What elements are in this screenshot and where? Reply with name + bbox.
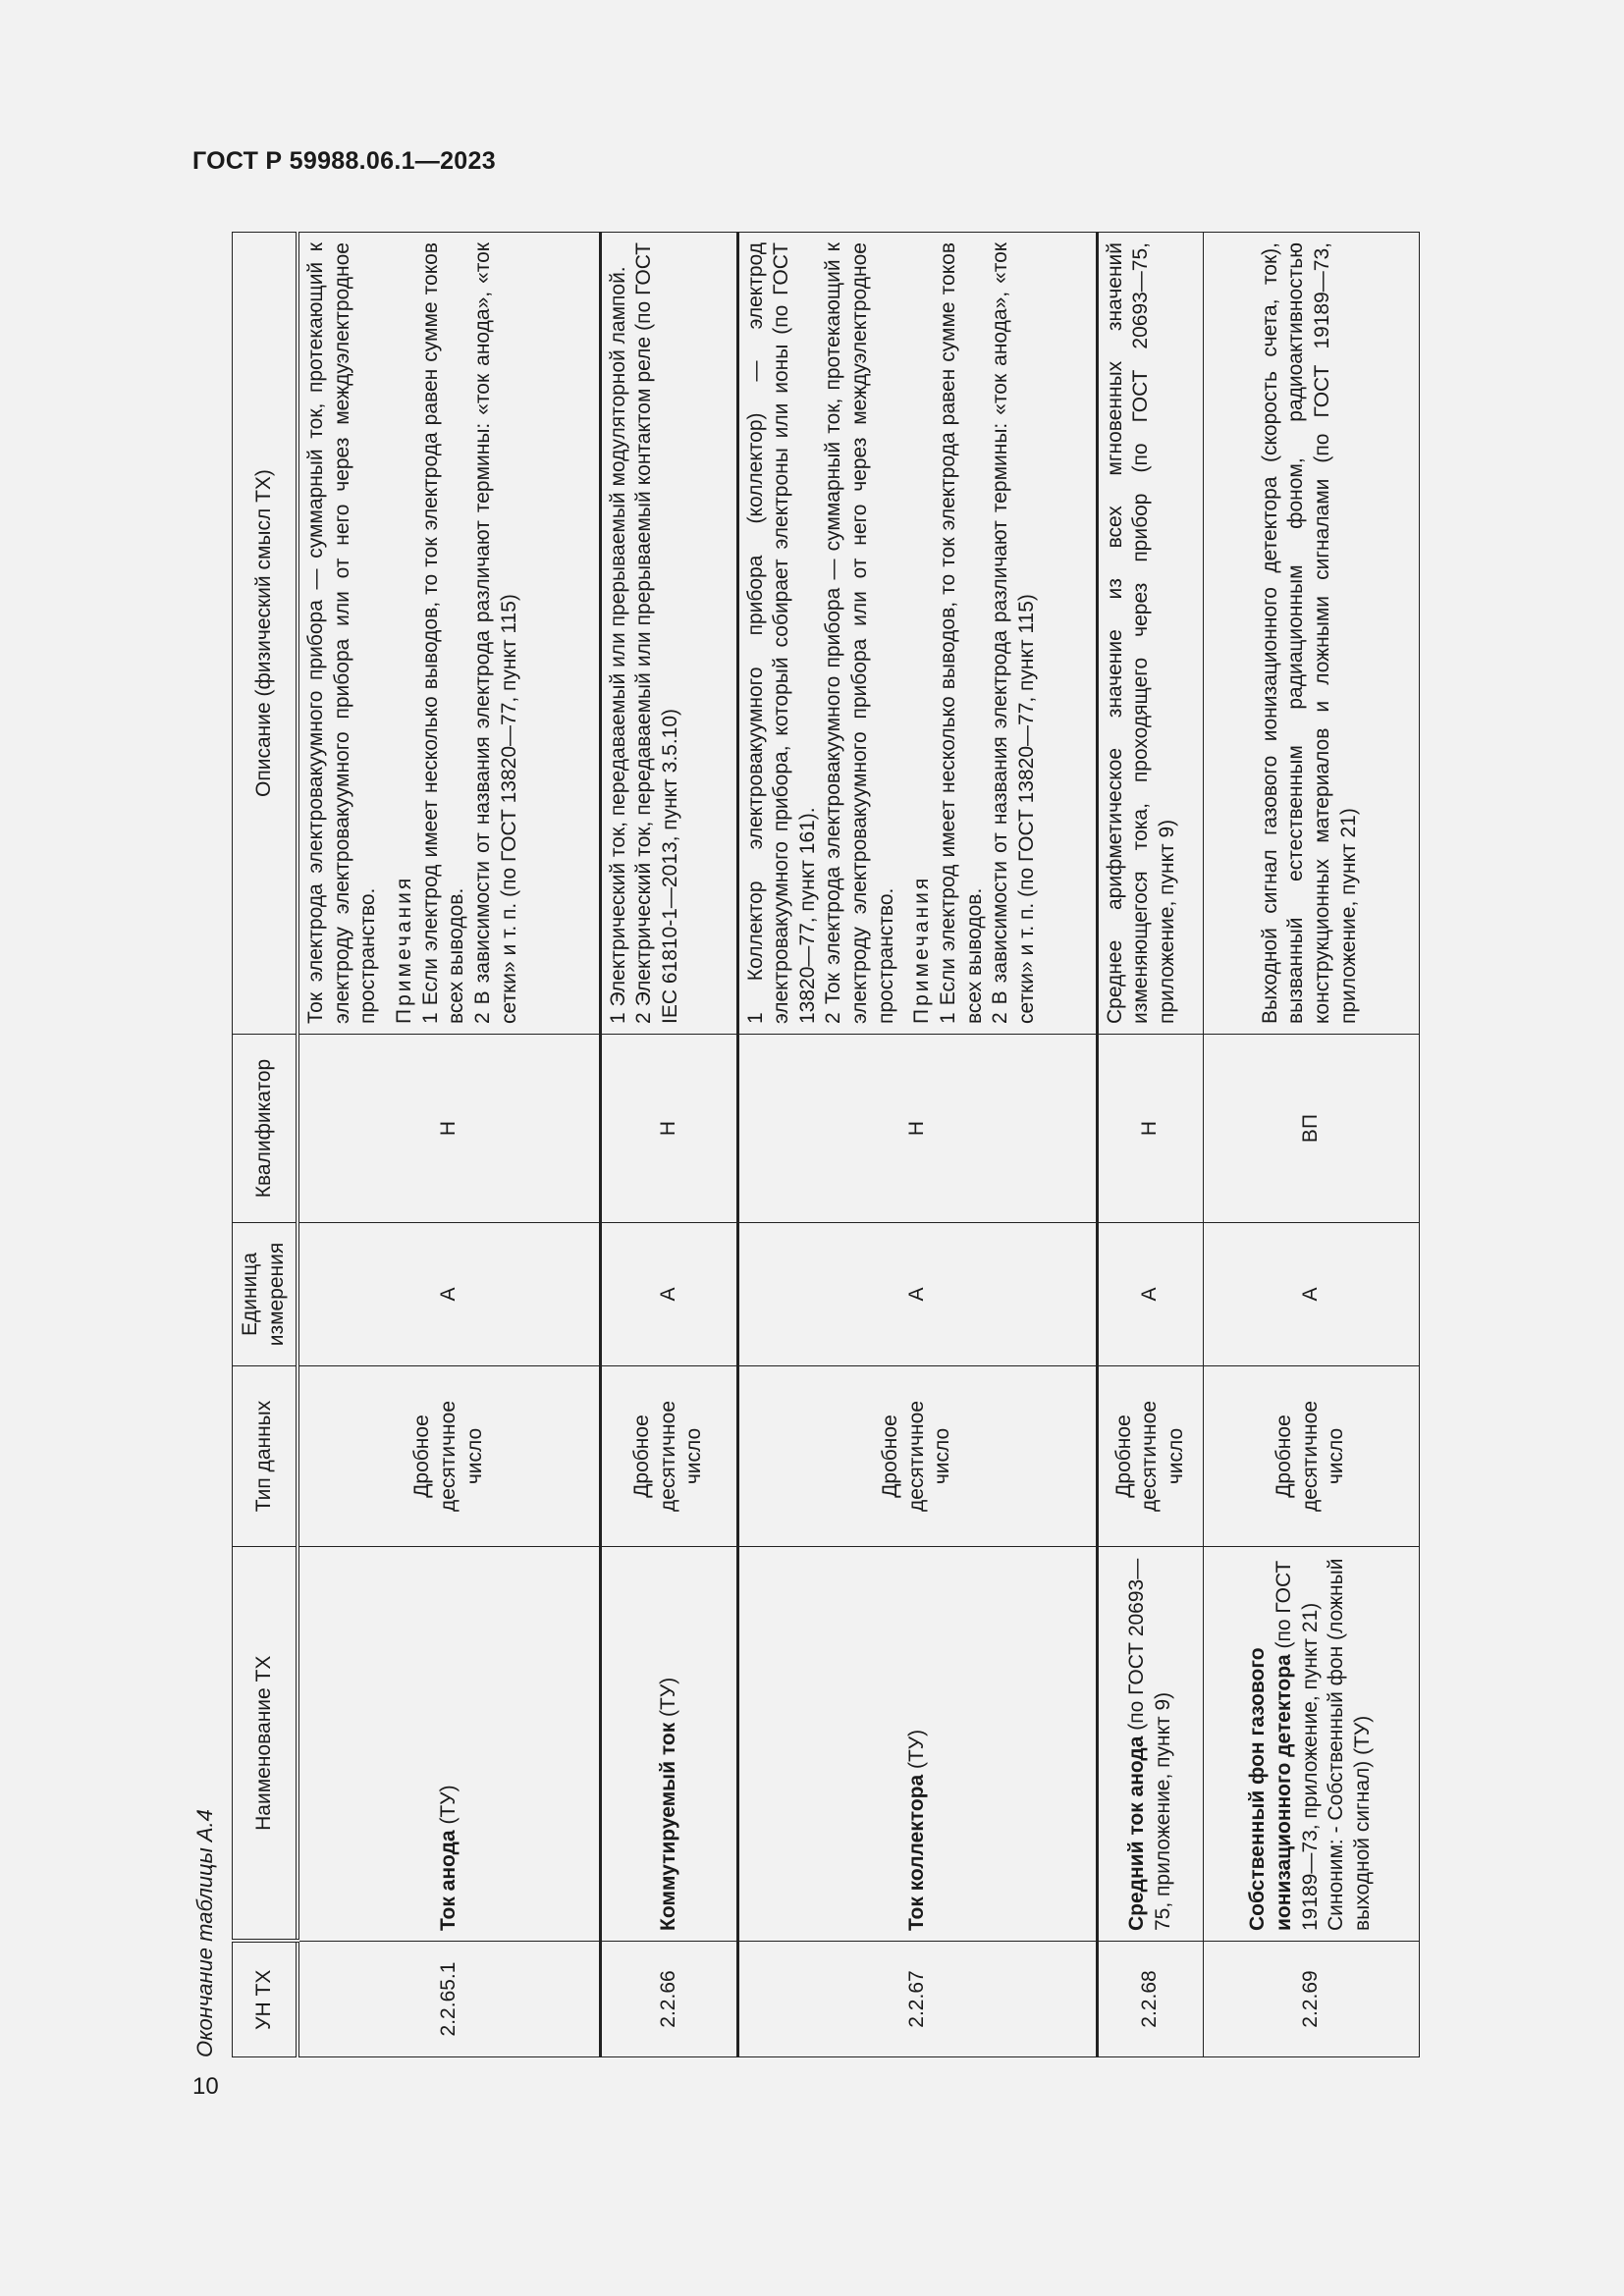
col-header-qualifier: Квалификатор: [233, 1035, 298, 1223]
desc-paragraph: Ток электрода электровакуумного прибора — суммарный ток, протекающий к электроду электровакуумного прибора или от него через междуэлектродное пространство.: [304, 242, 380, 1024]
name-rest: (по ГОСТ 19189—73, приложение, пункт 21) Синоним: - Собственный фон (ложный выходной сигнал) (ТУ): [1272, 1558, 1374, 1931]
desc-paragraph: 2 Электрический ток, передаваемый или прерываемый контактом реле (по ГОСТ IEC 61810-1—2013, пункт 3.5.10): [632, 242, 681, 1024]
name-bold: Ток коллектора: [904, 1774, 928, 1931]
desc-paragraph: 1 Если электрод имеет несколько выводов, то ток электрода равен сумме токов всех выводов.: [418, 242, 468, 1024]
desc-paragraph: 2 Ток электрода электровакуумного прибора — суммарный ток, протекающий к электроду электровакуумного прибора или от него через междуэлектродное пространство.: [822, 242, 897, 1024]
desc-paragraph: 2 В зависимости от названия электрода различают термины: «ток анода», «ток сетки» и т. п. (по ГОСТ 13820—77, пункт 115): [470, 242, 520, 1024]
table-caption: Окончание таблицы А.4: [192, 1809, 217, 2057]
name-bold: Собственный фон газового ионизационного детектора: [1246, 1647, 1296, 1931]
cell-unit: А: [1097, 1223, 1203, 1366]
col-header-unit: Единица измерения: [233, 1223, 298, 1366]
cell-unit: А: [737, 1223, 1097, 1366]
col-header-un: УН ТХ: [233, 1942, 298, 2057]
name-bold: Ток анода: [436, 1830, 460, 1931]
cell-name: [1097, 1547, 1203, 1942]
name-bold: Средний ток анода: [1124, 1735, 1148, 1931]
cell-name: [600, 1547, 737, 1942]
col-header-type: Тип данных: [233, 1366, 298, 1547]
desc-note-heading: Примечания: [910, 875, 934, 1024]
cell-name: [298, 1547, 600, 1942]
cell-unit: А: [600, 1223, 737, 1366]
cell-description: [1097, 233, 1203, 1035]
cell-type: Дробное десятичное число: [1097, 1366, 1203, 1547]
cell-un: 2.2.65.1: [298, 1942, 600, 2057]
desc-note-heading: Примечания: [392, 875, 415, 1024]
desc-paragraph: Среднее арифметическое значение из всех мгновенных значений изменяющегося тока, проходящего через прибор (по ГОСТ 20693—75, приложение, пункт 9): [1103, 242, 1178, 1024]
cell-un: 2.2.69: [1203, 1942, 1419, 2057]
rotated-table-container: [232, 232, 1408, 2057]
characteristics-table: [232, 232, 1420, 2057]
cell-unit: А: [298, 1223, 600, 1366]
table-header-row: [233, 233, 298, 2057]
cell-description: [1203, 233, 1419, 1035]
name-rest: (ТУ): [656, 1677, 679, 1723]
name-bold: Коммутируемый ток: [656, 1722, 679, 1931]
desc-paragraph: 2 В зависимости от названия электрода различают термины: «ток анода», «ток сетки» и т. п. (по ГОСТ 13820—77, пункт 115): [989, 242, 1039, 1024]
cell-qualifier: Н: [737, 1035, 1097, 1223]
cell-qualifier: Н: [600, 1035, 737, 1223]
cell-description: [737, 233, 1097, 1035]
cell-type: Дробное десятичное число: [600, 1366, 737, 1547]
cell-qualifier: Н: [1097, 1035, 1203, 1223]
cell-un: 2.2.68: [1097, 1942, 1203, 2057]
cell-un: 2.2.67: [737, 1942, 1097, 2057]
page-number: 10: [192, 2073, 219, 2100]
cell-name: [1203, 1547, 1419, 1942]
table-row: [1097, 233, 1203, 2057]
name-rest: (ТУ): [904, 1729, 928, 1775]
table-row: [1203, 233, 1419, 2057]
col-header-description: Описание (физический смысл ТХ): [233, 233, 298, 1035]
cell-unit: А: [1203, 1223, 1419, 1366]
desc-paragraph: Выходной сигнал газового ионизационного детектора (скорость счета, ток), вызванный естественным радиационным фоном, радиоактивностью конструкционных материалов и ложными сигналами (по ГОСТ 19189—73, приложение, пункт 21): [1258, 242, 1360, 1024]
cell-qualifier: ВП: [1203, 1035, 1419, 1223]
col-header-name: Наименование ТХ: [233, 1547, 298, 1942]
cell-un: 2.2.66: [600, 1942, 737, 2057]
cell-type: Дробное десятичное число: [298, 1366, 600, 1547]
cell-type: Дробное десятичное число: [737, 1366, 1097, 1547]
cell-name: [737, 1547, 1097, 1942]
name-rest: (по ГОСТ 20693—75, приложение, пункт 9): [1124, 1558, 1174, 1931]
cell-qualifier: Н: [298, 1035, 600, 1223]
cell-description: [600, 233, 737, 1035]
table-row: [298, 233, 600, 2057]
desc-paragraph: 1 Коллектор электровакуумного прибора (коллектор) — электрод электровакуумного прибора, который собирает электроны или ионы (по ГОСТ 13820—77, пункт 161).: [743, 242, 819, 1024]
table-row: [737, 233, 1097, 2057]
desc-paragraph: 1 Если электрод имеет несколько выводов, то ток электрода равен сумме токов всех выводов.: [937, 242, 986, 1024]
table-row: [600, 233, 737, 2057]
cell-description: [298, 233, 600, 1035]
document-header: ГОСТ Р 59988.06.1—2023: [192, 147, 496, 175]
cell-type: Дробное десятичное число: [1203, 1366, 1419, 1547]
name-rest: (ТУ): [436, 1785, 460, 1831]
desc-paragraph: 1 Электрический ток, передаваемый или прерываемый модуляторной лампой.: [606, 266, 629, 1024]
